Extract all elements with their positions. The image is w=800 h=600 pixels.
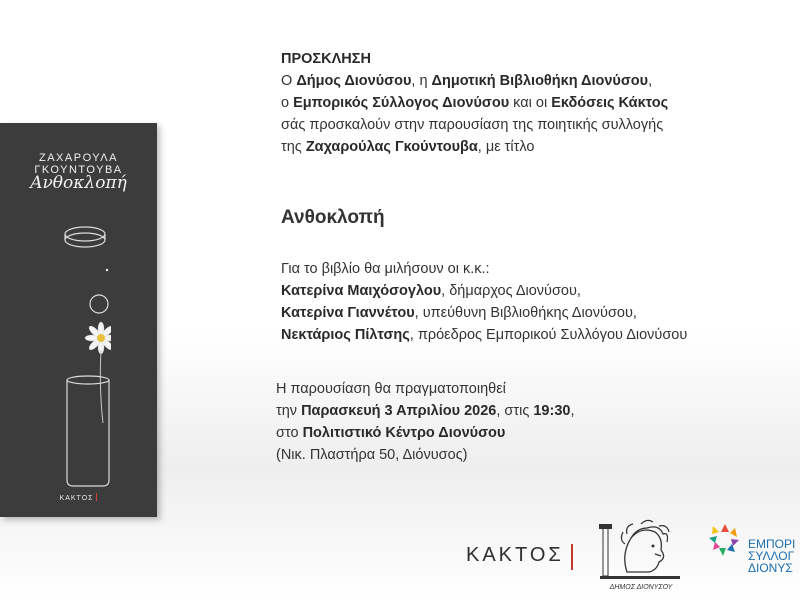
event-line-2: [276, 400, 574, 422]
publisher-name: Εκδόσεις Κάκτος: [551, 95, 669, 111]
text-segment: και οι: [509, 95, 552, 111]
text-segment: ,: [570, 403, 575, 419]
text-segment: , στις: [496, 403, 534, 419]
speaker-2: [281, 302, 637, 324]
speaker-role: , πρόεδρος Εμπορικού Συλλόγου Διονύσου: [409, 327, 688, 343]
kaktos-logo-bar: [571, 544, 573, 570]
kaktos-logo: ΚΑΚΤΟΣ: [466, 544, 564, 566]
event-line-3: [276, 422, 505, 444]
book-cover: [0, 123, 157, 517]
publisher-mark: [96, 493, 97, 501]
municipality-name: Δήμος Διονύσου: [296, 73, 412, 89]
text-segment: σάς προσκαλούν στην παρουσίαση της ποιητικής συλλογής: [281, 117, 664, 133]
speaker-role: , δήμαρχος Διονύσου,: [441, 283, 581, 299]
speaker-1: [281, 280, 581, 302]
sponsor-logos: [0, 510, 800, 600]
text-segment: την: [276, 403, 302, 419]
emporikos-logo-line: ΣΥΛΛΟΓ: [748, 549, 795, 563]
speaker-role: , υπεύθυνη Βιβλιοθήκης Διονύσου,: [414, 305, 637, 321]
text-segment: ,: [648, 73, 653, 89]
invitation-label: [281, 48, 371, 70]
speaker-3: [281, 324, 687, 346]
book-publisher-name: ΚΑΚΤΟΣ: [59, 495, 94, 502]
book-publisher: [0, 493, 157, 502]
event-address: (Νικ. Πλαστήρα 50, Διόνυσος): [276, 447, 468, 463]
author-name: Ζαχαρούλας Γκούντουβα: [305, 139, 478, 155]
event-line-1: [276, 378, 506, 400]
invitation-line-4: [281, 136, 534, 158]
invitation-label-text: ΠΡΟΣΚΛΗΣΗ: [281, 51, 371, 67]
book-author: ΖΑΧΑΡΟΥΛΑ ΓΚΟΥΝΤΟΥΒΑ: [34, 152, 123, 176]
invitation-line-2: [281, 92, 668, 114]
invitation-line-3: [281, 114, 663, 136]
invitation-line-1: [281, 70, 652, 92]
emporikos-logo-text: [748, 538, 795, 574]
emporikos-logo-line: ΔΙΟΝΥΣ: [748, 561, 793, 575]
speaker-name: Κατερίνα Γιαννέτου: [281, 305, 415, 321]
event-time: 19:30: [533, 403, 571, 419]
emporikos-syllogos-logo: [705, 518, 745, 562]
book-title-heading: Ανθοκλοπή: [281, 207, 385, 228]
text-segment: Η παρουσίαση θα πραγματοποιηθεί: [276, 381, 506, 397]
flower-vase-illustration: [63, 218, 111, 488]
dimos-logo-caption: ΔΗΜΟΣ ΔΙΟΝΥΣΟΥ: [609, 584, 673, 591]
speakers-intro: [281, 258, 490, 280]
book-title: Ανθοκλοπή: [30, 173, 127, 193]
text-segment: Ο: [281, 73, 297, 89]
event-date: Παρασκευή 3 Απριλίου 2026: [301, 403, 497, 419]
text-segment: στο: [276, 425, 303, 441]
text-segment: Για το βιβλίο θα μιλήσουν οι κ.κ.:: [281, 261, 490, 277]
event-venue: Πολιτιστικό Κέντρο Διονύσου: [302, 425, 506, 441]
library-name: Δημοτική Βιβλιοθήκη Διονύσου: [431, 73, 649, 89]
speaker-name: Κατερίνα Μαιχόσογλου: [281, 283, 442, 299]
text-segment: ο: [281, 95, 294, 111]
emporikos-logo-line: ΕΜΠΟΡΙ: [748, 537, 796, 551]
dimos-dionysou-logo: [597, 514, 683, 594]
text-segment: , η: [411, 73, 432, 89]
event-line-4: [276, 444, 467, 466]
speaker-name: Νεκτάριος Πίλτσης: [281, 327, 410, 343]
text-segment: , με τίτλο: [477, 139, 535, 155]
association-name: Εμπορικός Σύλλογος Διονύσου: [293, 95, 510, 111]
text-segment: της: [281, 139, 306, 155]
